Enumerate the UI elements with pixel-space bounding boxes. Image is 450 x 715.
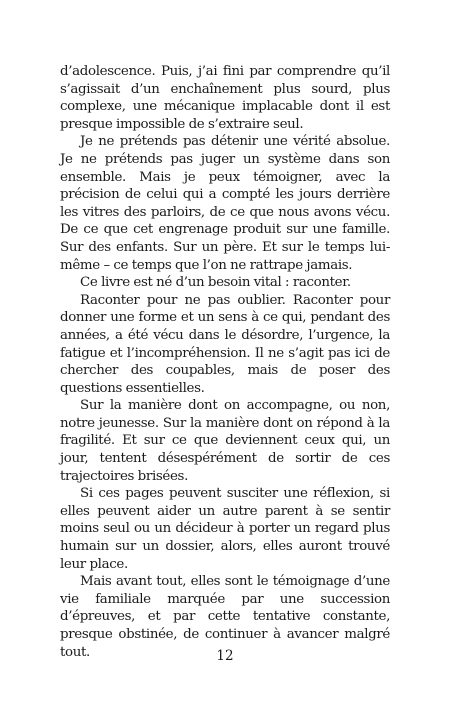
paragraph-5: Sur la manière dont on accompagne, ou non, notre jeunesse. Sur la manière dont on répond à la fragilité. Et sur ce que deviennent ceux qui, un jour, tentent désespérément de sortir de ces trajectoires brisées. — [60, 398, 390, 484]
paragraph-2: Je ne prétends pas détenir une vérité absolue. Je ne prétends pas juger un système dans son ensemble. Mais je peux témoigner, avec la précision de celui qui a compté les jours derrière les vitres des parloirs, de ce que nous avons vécu. De ce que cet engrenage produit sur une famille. Sur des enfants. Sur un père. Et sur le temps lui-même – ce temps que l’on ne rattrape jamais. — [60, 134, 390, 273]
page-number: 12 — [216, 648, 234, 664]
paragraph-7: Mais avant tout, elles sont le témoignage d’une vie familiale marquée par une succession d’épreuves, et par cette tentative constante, presque obstinée, de continuer à avancer malgré tout. — [60, 574, 390, 660]
paragraph-6: Si ces pages peuvent susciter une réflexion, si elles peuvent aider un autre parent à se sentir moins seul ou un décideur à porter un regard plus humain sur un dossier, alors, elles auront trouvé leur place. — [60, 486, 390, 572]
paragraph-3: Ce livre est né d’un besoin vital : raconter. — [80, 275, 351, 291]
page-body — [60, 63, 390, 661]
paragraph-1: d’adolescence. Puis, j’ai fini par comprendre qu’il s’agissait d’un enchaînement plus sourd, plus complexe, une mécanique implacable dont il est presque impossible de s’extraire seul. — [60, 64, 390, 132]
paragraph-4: Raconter pour ne pas oublier. Raconter pour donner une forme et un sens à ce qui, pendant des années, a été vécu dans le désordre, l’urgence, la fatigue et l’incompréhension. Il ne s’agit pas ici de chercher des coupables, mais de poser des questions essentielles. — [60, 292, 390, 396]
